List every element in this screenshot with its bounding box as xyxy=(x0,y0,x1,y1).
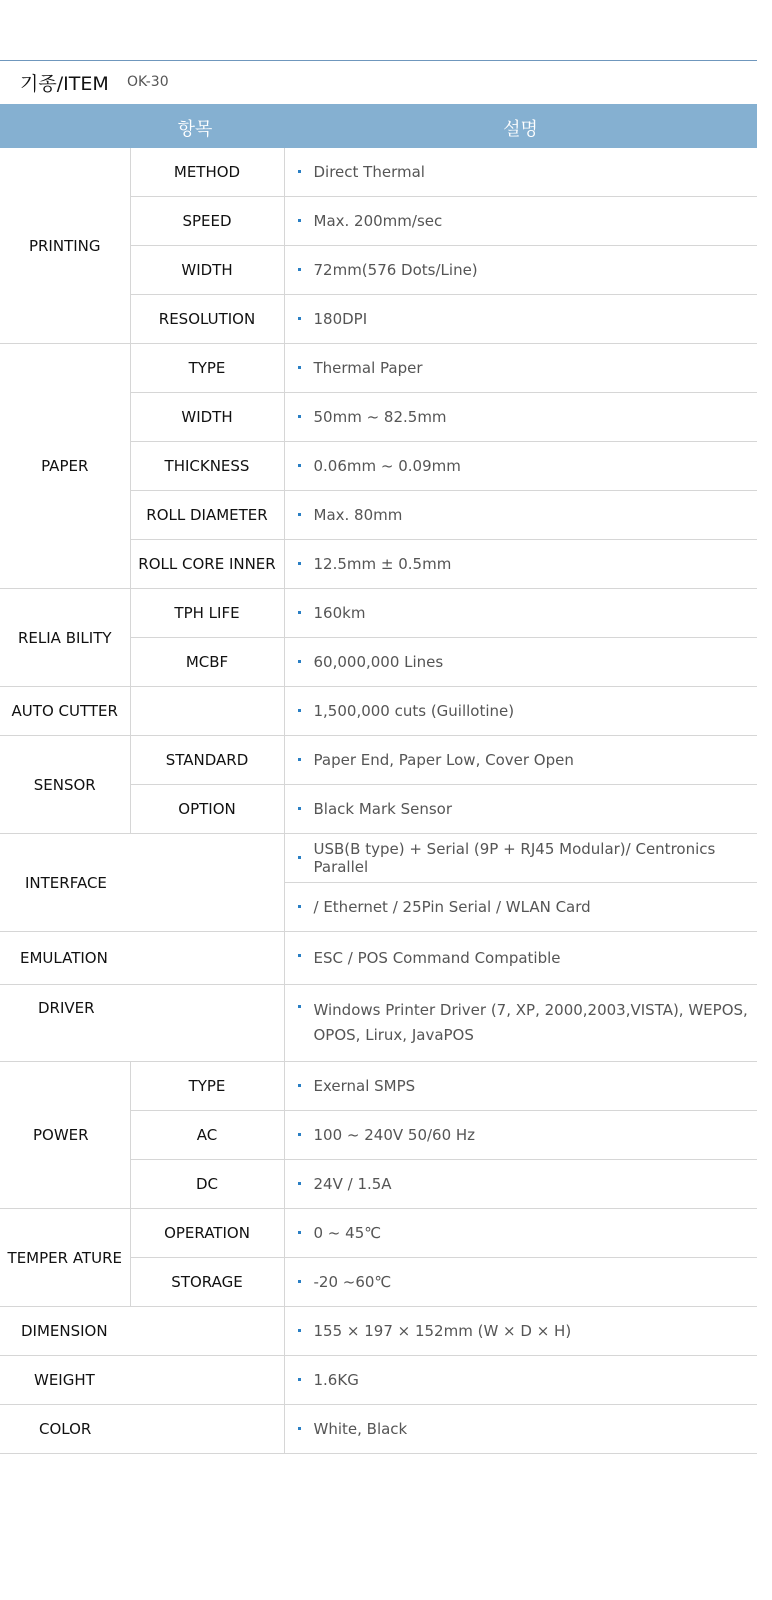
table-header xyxy=(0,104,757,148)
item-label: STORAGE xyxy=(130,1258,284,1307)
category-reliability: RELIA BILITY xyxy=(0,589,130,687)
item-value: Paper End, Paper Low, Cover Open xyxy=(284,736,757,785)
category-paper: PAPER xyxy=(0,344,130,589)
item-label: THICKNESS xyxy=(130,442,284,491)
title-bar xyxy=(0,60,757,104)
item-value: 60,000,000 Lines xyxy=(284,638,757,687)
item-label: ROLL DIAMETER xyxy=(130,491,284,540)
item-value: 24V / 1.5A xyxy=(284,1160,757,1209)
item-value: Black Mark Sensor xyxy=(284,785,757,834)
item-label: TPH LIFE xyxy=(130,589,284,638)
table-row xyxy=(0,1062,757,1111)
item-value: Max. 80mm xyxy=(284,491,757,540)
category-weight: WEIGHT xyxy=(0,1356,284,1405)
item-label-empty xyxy=(130,687,284,736)
table-row xyxy=(0,834,757,883)
category-emulation: EMULATION xyxy=(0,932,284,985)
item-value: 160km xyxy=(284,589,757,638)
item-value: Direct Thermal xyxy=(284,148,757,197)
item-label: STANDARD xyxy=(130,736,284,785)
item-label: METHOD xyxy=(130,148,284,197)
item-value: / Ethernet / 25Pin Serial / WLAN Card xyxy=(284,883,757,932)
item-value: 180DPI xyxy=(284,295,757,344)
table-row xyxy=(0,1405,757,1454)
table-row xyxy=(0,1307,757,1356)
item-label: TYPE xyxy=(130,344,284,393)
item-label: SPEED xyxy=(130,197,284,246)
item-value: 1.6KG xyxy=(284,1356,757,1405)
item-label: OPTION xyxy=(130,785,284,834)
item-label: ROLL CORE INNER xyxy=(130,540,284,589)
header-description: 설명 xyxy=(503,119,538,140)
item-label: OPERATION xyxy=(130,1209,284,1258)
item-label: WIDTH xyxy=(130,246,284,295)
page-title: 기종/ITEM xyxy=(20,73,109,95)
item-value: 155 × 197 × 152mm (W × D × H) xyxy=(284,1307,757,1356)
table-row xyxy=(0,148,757,197)
item-value: 72mm(576 Dots/Line) xyxy=(284,246,757,295)
item-label: RESOLUTION xyxy=(130,295,284,344)
item-value: Max. 200mm/sec xyxy=(284,197,757,246)
item-value: 0 ~ 45℃ xyxy=(284,1209,757,1258)
item-value: Exernal SMPS xyxy=(284,1062,757,1111)
category-interface: INTERFACE xyxy=(0,834,284,932)
item-value: 0.06mm ~ 0.09mm xyxy=(284,442,757,491)
item-label: AC xyxy=(130,1111,284,1160)
category-power: POWER xyxy=(0,1062,130,1209)
item-value: ESC / POS Command Compatible xyxy=(284,932,757,985)
item-value: 1,500,000 cuts (Guillotine) xyxy=(284,687,757,736)
item-value: 12.5mm ± 0.5mm xyxy=(284,540,757,589)
item-value: USB(B type) + Serial (9P + RJ45 Modular)/ Centronics Parallel xyxy=(284,834,757,883)
category-printing: PRINTING xyxy=(0,148,130,344)
category-dimension: DIMENSION xyxy=(0,1307,284,1356)
item-value: White, Black xyxy=(284,1405,757,1454)
table-row xyxy=(0,344,757,393)
category-sensor: SENSOR xyxy=(0,736,130,834)
item-value: 50mm ~ 82.5mm xyxy=(284,393,757,442)
item-value: -20 ~60℃ xyxy=(284,1258,757,1307)
table-row xyxy=(0,985,757,1062)
table-row xyxy=(0,736,757,785)
table-row xyxy=(0,1209,757,1258)
item-value: 100 ~ 240V 50/60 Hz xyxy=(284,1111,757,1160)
item-label: TYPE xyxy=(130,1062,284,1111)
category-driver: DRIVER xyxy=(0,985,284,1062)
table-row xyxy=(0,687,757,736)
category-color: COLOR xyxy=(0,1405,284,1454)
header-item: 항목 xyxy=(177,119,213,140)
table-row xyxy=(0,589,757,638)
item-value: Windows Printer Driver (7, XP, 2000,2003,VISTA), WEPOS, OPOS, Lirux, JavaPOS xyxy=(284,985,757,1062)
item-label: WIDTH xyxy=(130,393,284,442)
category-auto-cutter: AUTO CUTTER xyxy=(0,687,130,736)
item-label: MCBF xyxy=(130,638,284,687)
item-label: DC xyxy=(130,1160,284,1209)
table-row xyxy=(0,1356,757,1405)
model-name: OK-30 xyxy=(127,74,169,90)
category-temperature: TEMPER ATURE xyxy=(0,1209,130,1307)
table-row xyxy=(0,932,757,985)
item-value: Thermal Paper xyxy=(284,344,757,393)
spec-table xyxy=(0,148,757,1454)
